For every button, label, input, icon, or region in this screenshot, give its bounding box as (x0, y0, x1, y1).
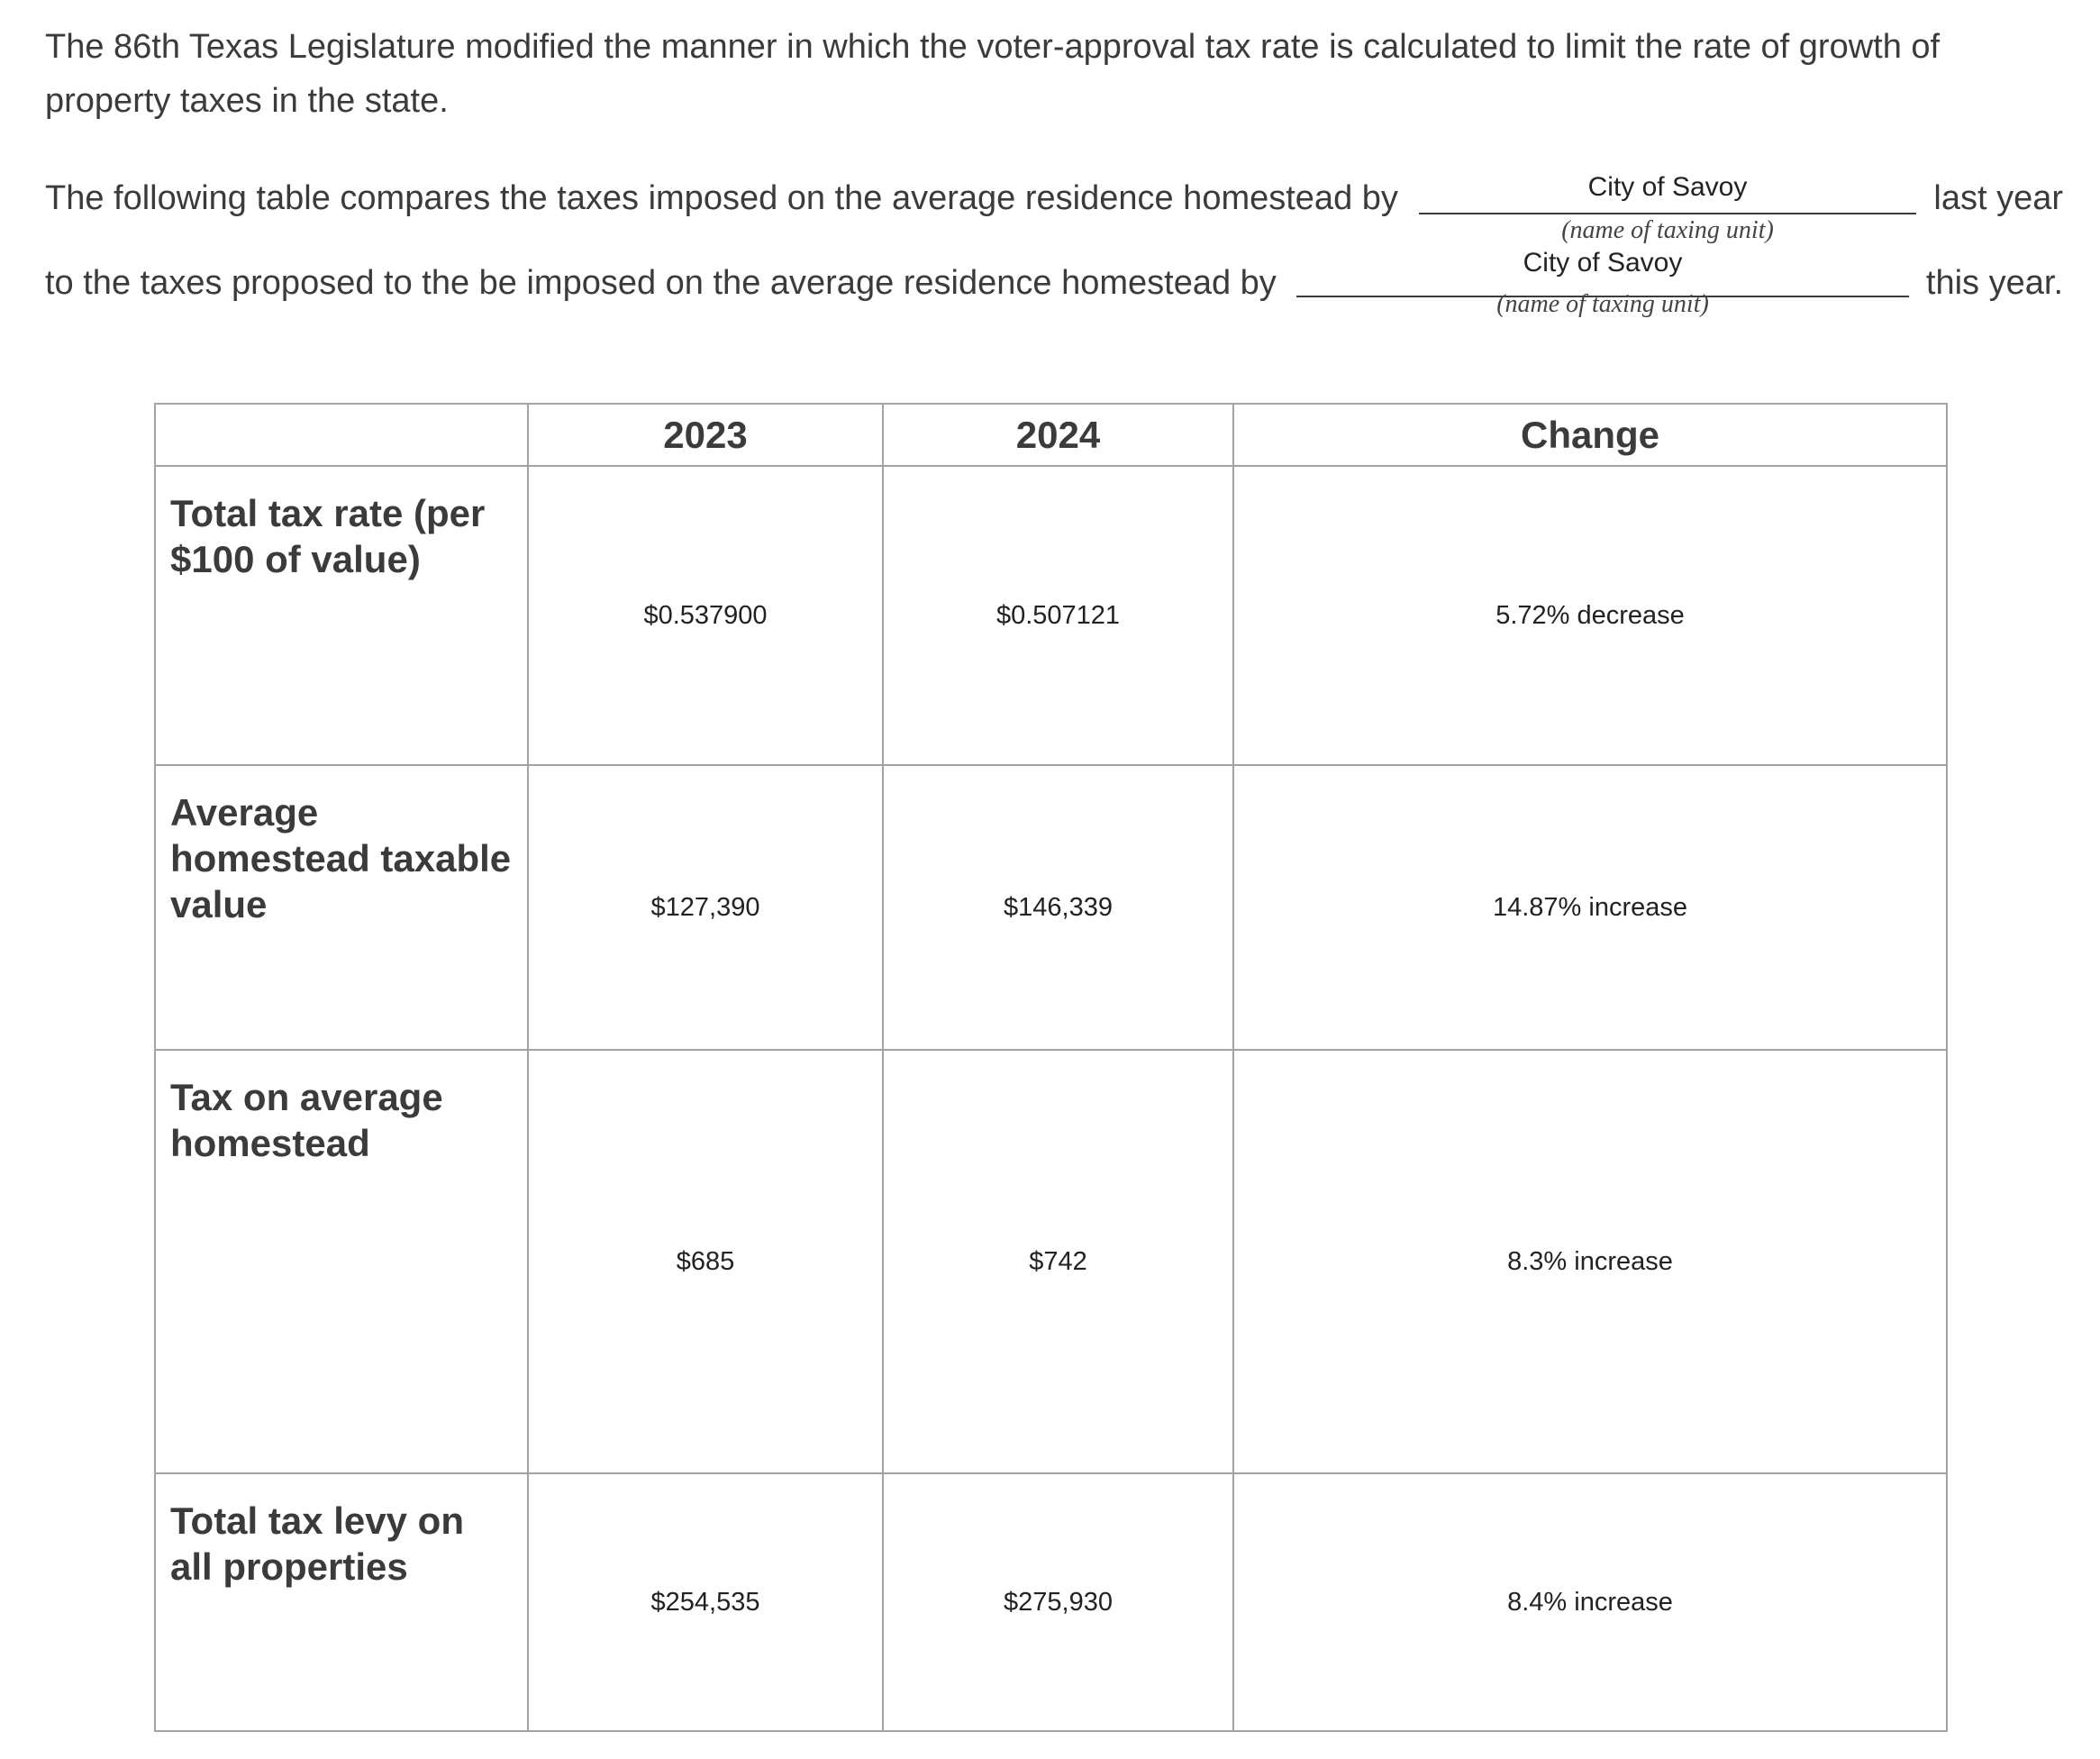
header-change: Change (1233, 404, 1947, 466)
value-2024: $742 (883, 1050, 1233, 1473)
taxing-unit-name: City of Savoy (1523, 248, 1683, 278)
comparison-line-this-year (45, 248, 2063, 318)
table-row (155, 765, 1947, 1050)
line-lead-text: to the taxes proposed to the be imposed on the average residence homestead by (45, 264, 1277, 302)
value-2024: $146,339 (883, 765, 1233, 1050)
taxing-unit-name: City of Savoy (1587, 172, 1748, 202)
value-2024: $275,930 (883, 1473, 1233, 1731)
row-label: Tax on average homestead (155, 1050, 528, 1473)
value-2023: $685 (528, 1050, 883, 1473)
value-change: 8.3% increase (1233, 1050, 1947, 1473)
table-header-row (155, 404, 1947, 466)
taxing-unit-caption: (name of taxing unit) (1561, 216, 1774, 244)
value-2023: $254,535 (528, 1473, 883, 1731)
value-2023: $127,390 (528, 765, 883, 1050)
line-lead-text: The following table compares the taxes imposed on the average residence homestead by (45, 179, 1398, 217)
comparison-line-last-year (45, 171, 2063, 244)
table-row (155, 1473, 1947, 1731)
taxing-unit-blank-last-year (1419, 171, 1916, 244)
taxing-unit-caption: (name of taxing unit) (1496, 290, 1709, 318)
row-label: Average homestead taxable value (155, 765, 528, 1050)
header-blank-cell (155, 404, 528, 466)
header-year-2024: 2024 (883, 404, 1233, 466)
intro-paragraph: The 86th Texas Legislature modified the manner in which the voter-approval tax rate is calculated to limit the rate of growth of property taxes in the state. (45, 28, 1941, 120)
table-row (155, 1050, 1947, 1473)
value-change: 8.4% increase (1233, 1473, 1947, 1731)
value-change: 5.72% decrease (1233, 466, 1947, 765)
row-label: Total tax rate (per $100 of value) (155, 466, 528, 765)
line-trail-text: last year (1933, 179, 2063, 217)
table-row (155, 466, 1947, 765)
tax-comparison-table (154, 403, 1948, 1732)
value-change: 14.87% increase (1233, 765, 1947, 1050)
value-2024: $0.507121 (883, 466, 1233, 765)
value-2023: $0.537900 (528, 466, 883, 765)
taxing-unit-blank-this-year (1296, 248, 1909, 318)
row-label: Total tax levy on all properties (155, 1473, 528, 1731)
header-year-2023: 2023 (528, 404, 883, 466)
line-trail-text: this year. (1925, 264, 2063, 302)
